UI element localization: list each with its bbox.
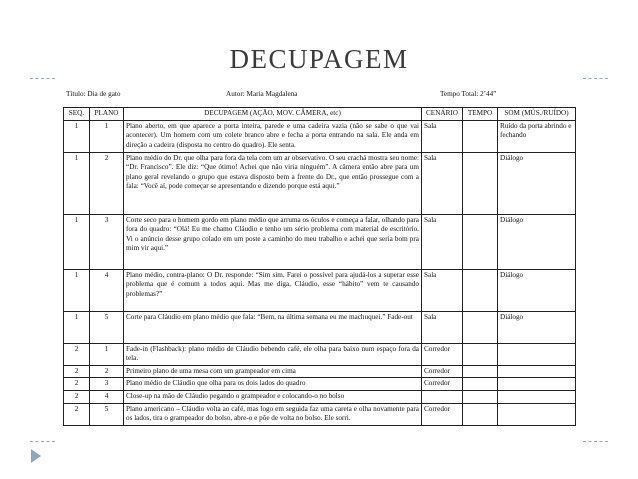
cell-plano: 2 — [90, 152, 124, 214]
cell-seq: 2 — [64, 390, 90, 403]
doc-author: Autor: Maria Magdalena — [226, 90, 298, 98]
header-decupagem: DECUPAGEM (AÇÃO, MOV. CÂMERA, etc) — [124, 108, 422, 121]
cell-tempo — [463, 152, 498, 214]
cell-cenario: Sala — [422, 311, 463, 343]
cell-decupagem: Fade-in (Flashback): plano médio de Cláudio bebendo café, ele olha para baixo num espaço fora da tela. — [124, 343, 422, 365]
cell-som: Diálogo — [498, 214, 576, 269]
cell-plano: 1 — [90, 120, 124, 152]
cell-seq: 2 — [64, 378, 90, 391]
cell-plano: 5 — [90, 403, 124, 425]
header-plano: PLANO — [90, 108, 124, 121]
header-tempo: TEMPO — [463, 108, 498, 121]
cell-cenario — [422, 390, 463, 403]
cell-som — [498, 365, 576, 378]
cell-seq: 1 — [64, 311, 90, 343]
decupagem-table — [63, 107, 576, 426]
table-row — [64, 403, 576, 425]
cell-tempo — [463, 311, 498, 343]
table-row — [64, 378, 576, 391]
cell-seq: 1 — [64, 152, 90, 214]
cell-decupagem: Primeiro plano de uma mesa com um grampeador em cima — [124, 365, 422, 378]
cell-tempo — [463, 378, 498, 391]
cell-tempo — [463, 343, 498, 365]
cell-decupagem: Plano aberto, em que aparece a porta inteira, parede e uma cadeira vazia (não se sabe o que vai acontecer). Um homem com um colete branco abre e fecha a porta entrando na sala. Ele anda em direção a cadeira (disposta no centro do quadro). Ele senta. — [124, 120, 422, 152]
header-som: SOM (MÚS./RUÍDO) — [498, 108, 576, 121]
table-row — [64, 269, 576, 311]
table-row — [64, 311, 576, 343]
divider-right-bottom — [583, 441, 608, 442]
cell-plano: 1 — [90, 343, 124, 365]
table-row — [64, 390, 576, 403]
cell-cenario: Sala — [422, 214, 463, 269]
table-row — [64, 365, 576, 378]
cell-plano: 5 — [90, 311, 124, 343]
cell-cenario: Sala — [422, 269, 463, 311]
cell-som: Ruído da porta abrindo e fechando — [498, 120, 576, 152]
slide-title: DECUPAGEM — [229, 44, 409, 74]
table-header-row — [64, 108, 576, 121]
header-cenario: CENÁRIO — [422, 108, 463, 121]
divider-left-bottom — [30, 441, 55, 442]
next-slide-arrow-icon[interactable] — [31, 449, 41, 463]
cell-decupagem: Plano médio de Cláudio que olha para os dois lados do quadro — [124, 378, 422, 391]
table-row — [64, 343, 576, 365]
cell-plano: 4 — [90, 269, 124, 311]
cell-som — [498, 378, 576, 391]
doc-total-time: Tempo Total: 2’44” — [440, 90, 497, 98]
cell-seq: 1 — [64, 269, 90, 311]
table-row — [64, 120, 576, 152]
cell-cenario: Corredor — [422, 365, 463, 378]
cell-decupagem: Close-up na mão de Cláudio pegando o grampeador e colocando-o no bolso — [124, 390, 422, 403]
cell-decupagem: Corte para Cláudio em plano médio que fala: “Bem, na última semana eu me machuquei.” Fade-out — [124, 311, 422, 343]
divider-right-top — [583, 78, 608, 79]
table-row — [64, 214, 576, 269]
cell-tempo — [463, 269, 498, 311]
cell-tempo — [463, 120, 498, 152]
cell-seq: 1 — [64, 214, 90, 269]
cell-tempo — [463, 390, 498, 403]
cell-decupagem: Plano médio, contra-plano: O Dr. responde: “Sim sim. Farei o possível para ajudá-los a superar esse problema que é comum a todos aqui. Mas me diga, Cláudio, esse “hábito” vem te causando problemas?” — [124, 269, 422, 311]
cell-decupagem: Plano americano – Cláudio volta ao café, mas logo em seguida faz uma careta e olha novamente para os lados, tira o grampeador do bolso, abre-o e põe de volta no bolso. Ele sorri. — [124, 403, 422, 425]
cell-cenario: Corredor — [422, 343, 463, 365]
cell-cenario: Corredor — [422, 378, 463, 391]
cell-som: Diálogo — [498, 311, 576, 343]
cell-cenario: Corredor — [422, 403, 463, 425]
cell-seq: 2 — [64, 365, 90, 378]
header-seq: SEQ. — [64, 108, 90, 121]
divider-left-top — [30, 78, 55, 79]
cell-tempo — [463, 365, 498, 378]
cell-tempo — [463, 214, 498, 269]
cell-plano: 4 — [90, 390, 124, 403]
cell-plano: 3 — [90, 214, 124, 269]
cell-plano: 3 — [90, 378, 124, 391]
table-row — [64, 152, 576, 214]
cell-seq: 1 — [64, 120, 90, 152]
cell-cenario: Sala — [422, 152, 463, 214]
cell-cenario: Sala — [422, 120, 463, 152]
cell-som — [498, 390, 576, 403]
cell-som: Diálogo — [498, 152, 576, 214]
cell-som: Diálogo — [498, 269, 576, 311]
cell-seq: 2 — [64, 403, 90, 425]
cell-decupagem: Plano médio do Dr. que olha para fora da tela com um ar observativo. O seu crachá mostra seu nome: “Dr. Francisco”. Ele diz: “Que ótimo! Achei que não viria ninguém”. A câmera então abre para um plano geral revelando o grupo que estava disposto bem a frente do Dr., que então prossegue com a fala: “Você aí, pode começar se apresentando e dizendo porque está aqui.” — [124, 152, 422, 214]
cell-plano: 2 — [90, 365, 124, 378]
cell-decupagem: Corte seco para o homem gordo em plano médio que arruma os óculos e começa a falar, olhando para fora do quadro: “Olá! Eu me chamo Cláudio e tenho um sério problema com material de escritório. Vi o anúncio desse grupo colado em um poste a caminho do meu trabalho e achei que seria bom pra mim vir aqui.” — [124, 214, 422, 269]
cell-seq: 2 — [64, 343, 90, 365]
cell-som — [498, 343, 576, 365]
cell-tempo — [463, 403, 498, 425]
doc-title: Título: Dia de gato — [66, 90, 121, 98]
cell-som — [498, 403, 576, 425]
